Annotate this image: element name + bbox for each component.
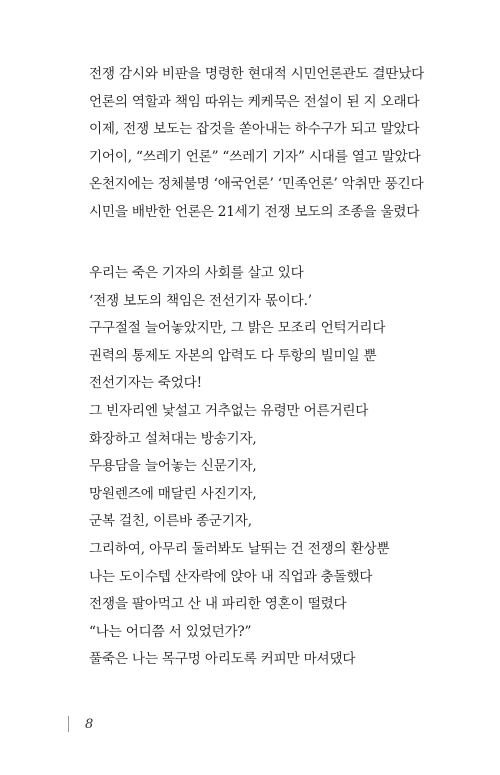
poem-line: 망원렌즈에 매달린 사진기자, [89, 485, 257, 502]
poem-line: 기어이, “쓰레기 언론” “쓰레기 기자” 시대를 열고 말았다 [89, 148, 421, 165]
footer-rule [68, 716, 69, 732]
poem-line: 우리는 죽은 기자의 사회를 살고 있다 [89, 265, 304, 281]
poem-line: 이제, 전쟁 보도는 잡것을 쏟아내는 하수구가 되고 말았다 [89, 121, 420, 138]
page-footer [68, 715, 93, 733]
poem-line: “나는 어디쯤 서 있었던가?” [89, 623, 252, 640]
poem-line: 전선기자는 죽었다! [89, 375, 202, 392]
poem-line: 풀죽은 나는 목구멍 아리도록 커피만 마셔댔다 [89, 651, 356, 668]
poem-line: 시민을 배반한 언론은 21세기 전쟁 보도의 조종을 울렸다 [89, 203, 420, 220]
poem-line: 나는 도이수텝 산자락에 앉아 내 직업과 충돌했다 [89, 568, 373, 585]
poem-stanza-2 [89, 260, 476, 674]
poem-line: 화장하고 설쳐대는 방송기자, [89, 430, 257, 447]
poem-line: 그 빈자리엔 낯설고 거추없는 유령만 어른거린다 [89, 402, 369, 419]
poem-line: 구구절절 늘어놓았지만, 그 밝은 모조리 언턱거리다 [89, 320, 386, 337]
poem-line: 전쟁을 팔아먹고 산 내 파리한 영혼이 떨렸다 [89, 596, 347, 613]
poem-line: 그리하여, 아무리 둘러봐도 날뛰는 건 전쟁의 환상뿐 [89, 540, 390, 557]
poem-line: 전쟁 감시와 비판을 명령한 현대적 시민언론관도 결딴났다 [89, 66, 425, 82]
poem-line: 온천지에는 정체불명 ‘애국언론’ ‘민족언론’ 악취만 풍긴다 [89, 176, 424, 193]
poem-line: 군복 걸친, 이른바 종군기자, [89, 513, 252, 530]
poem-stanza-1 [89, 61, 476, 227]
poem-line: 무용담을 늘어놓는 신문기자, [89, 458, 257, 475]
poem-line: 언론의 역할과 책임 따위는 케케묵은 전설이 된 지 오래다 [89, 93, 420, 110]
poem-line: ‘전쟁 보도의 책임은 전선기자 몫이다.’ [89, 292, 312, 309]
page-number: 8 [85, 716, 94, 732]
poem-line: 권력의 통제도 자본의 압력도 다 투항의 빌미일 뿐 [89, 347, 377, 364]
